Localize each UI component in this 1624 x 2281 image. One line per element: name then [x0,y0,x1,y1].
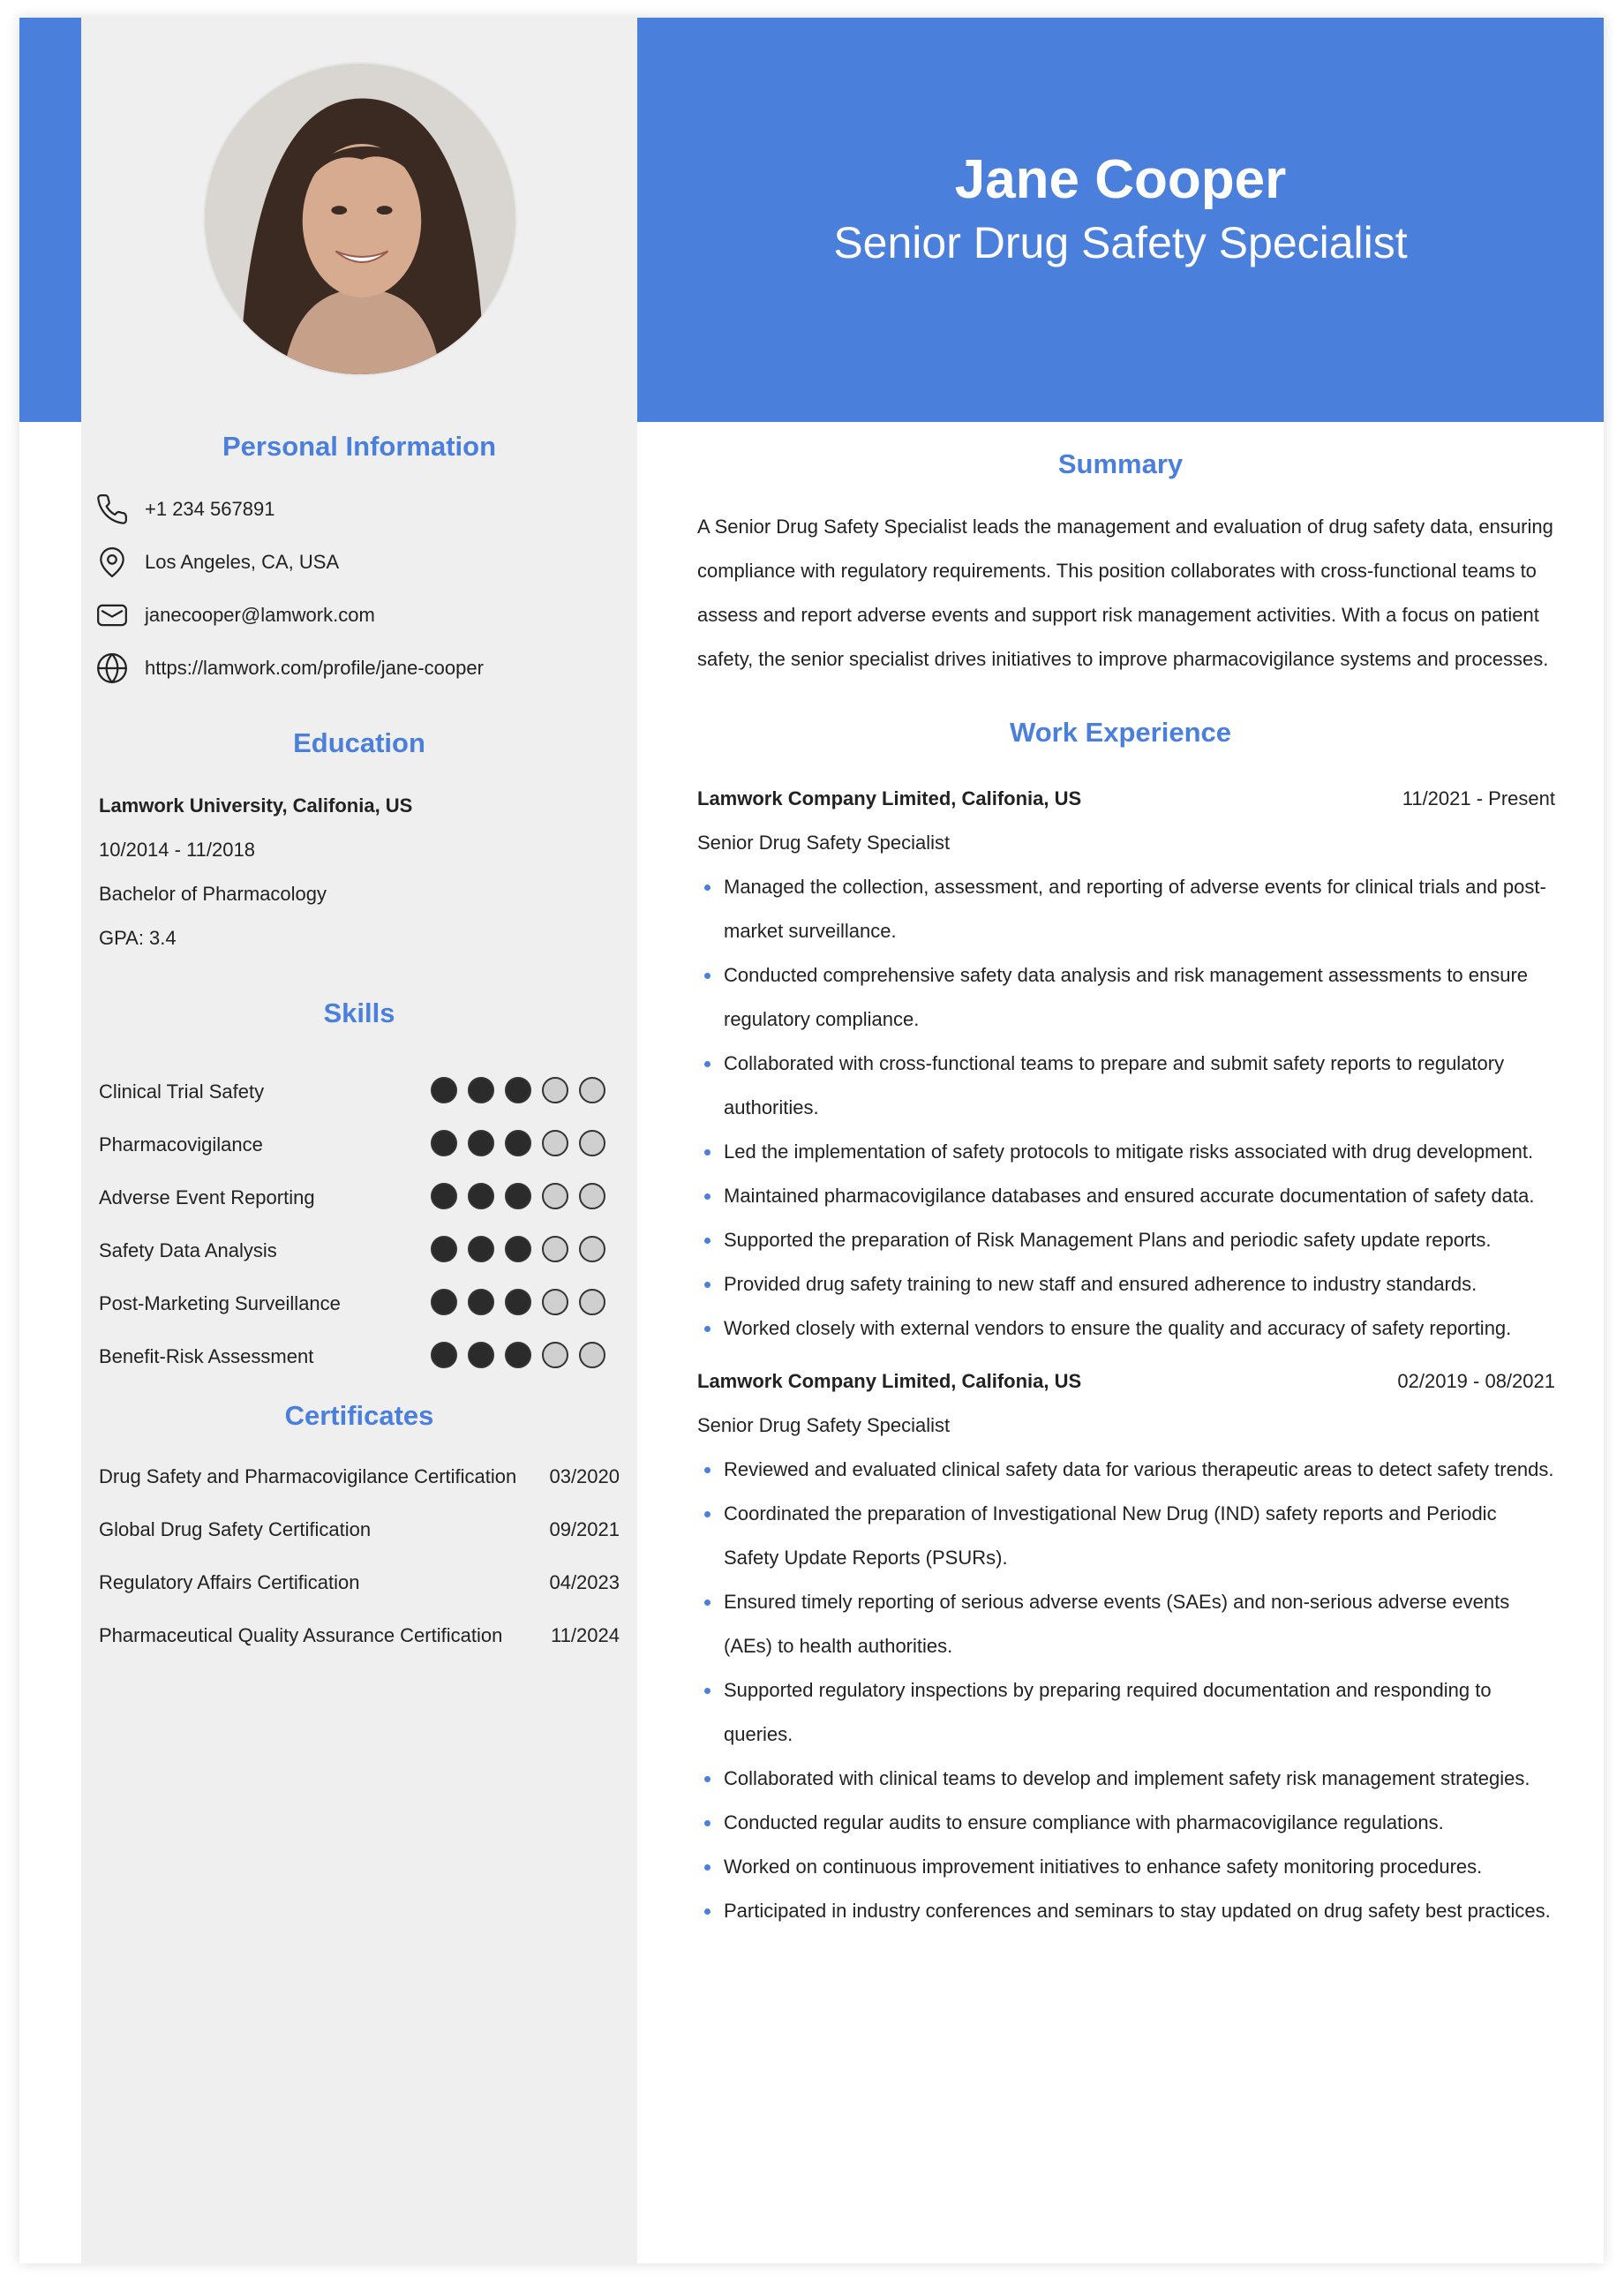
rating-dot-empty [579,1183,605,1209]
personal-info-heading: Personal Information [222,431,497,462]
rating-dot-filled [468,1342,494,1368]
skill-name: Clinical Trial Safety [99,1080,265,1103]
rating-dot-empty [542,1183,568,1209]
certificate-date: 04/2023 [549,1571,620,1593]
rating-dot-empty [542,1342,568,1368]
education-school: Lamwork University, Califonia, US [99,794,413,817]
certificate-name: Pharmaceutical Quality Assurance Certification [99,1624,503,1646]
contact-email[interactable]: janecooper@lamwork.com [145,604,375,626]
skill-rating [431,1342,605,1368]
job-bullet: Collaborated with clinical teams to develop and implement safety risk management strategies. [697,1757,1555,1801]
rating-dot-filled [505,1236,531,1262]
rating-dot-filled [431,1130,457,1156]
rating-dot-filled [505,1077,531,1103]
job-header [697,777,1555,821]
skill-rating [431,1183,605,1209]
candidate-name: Jane Cooper [954,149,1287,210]
job-bullet: Provided drug safety training to new staff and ensured adherence to industry standards. [697,1262,1555,1306]
job-bullet: Ensured timely reporting of serious adverse events (SAEs) and non-serious adverse events (AEs) to health authorities. [697,1580,1555,1668]
skill-name: Adverse Event Reporting [99,1186,315,1208]
job-dates: 11/2021 - Present [1402,787,1555,809]
job-bullet: Supported regulatory inspections by preparing required documentation and responding to queries. [697,1668,1555,1757]
certificate-date: 09/2021 [549,1518,620,1540]
skill-rating [431,1236,605,1262]
rating-dot-empty [579,1236,605,1262]
job-bullet: Worked closely with external vendors to ensure the quality and accuracy of safety reporting. [697,1306,1555,1351]
phone-icon [95,493,129,526]
resume-page [19,18,1604,2263]
job-bullet: Maintained pharmacovigilance databases and ensured accurate documentation of safety data. [697,1174,1555,1218]
globe-icon [95,651,129,685]
job-bullet: Conducted regular audits to ensure compliance with pharmacovigilance regulations. [697,1801,1555,1845]
rating-dot-empty [542,1130,568,1156]
job-bullet: Worked on continuous improvement initiatives to enhance safety monitoring procedures. [697,1845,1555,1889]
skill-name: Pharmacovigilance [99,1133,263,1156]
job-role: Senior Drug Safety Specialist [697,1414,951,1436]
rating-dot-empty [579,1342,605,1368]
rating-dot-filled [468,1183,494,1209]
job-bullet: Coordinated the preparation of Investigational New Drug (IND) safety reports and Periodic Safety Update Reports (PSURs). [697,1492,1555,1580]
work-experience-heading: Work Experience [1010,717,1231,748]
skill-rating [431,1077,605,1103]
rating-dot-filled [468,1289,494,1315]
job-header [697,1359,1555,1404]
job-bullet: Managed the collection, assessment, and reporting of adverse events for clinical trials and post-market surveillance. [697,865,1555,953]
skills-heading: Skills [323,997,395,1028]
education-gpa: GPA: 3.4 [99,927,177,949]
location-pin-icon [95,546,129,579]
rating-dot-filled [431,1342,457,1368]
job-bullet: Led the implementation of safety protocols to mitigate risks associated with drug development. [697,1130,1555,1174]
job-company: Lamwork Company Limited, Califonia, US [697,787,1082,809]
education-dates: 10/2014 - 11/2018 [99,839,255,861]
education-heading: Education [293,727,425,758]
certificate-name: Global Drug Safety Certification [99,1518,372,1540]
rating-dot-filled [468,1130,494,1156]
certificates-heading: Certificates [284,1400,434,1431]
job-bullet: Reviewed and evaluated clinical safety data for various therapeutic areas to detect safety trends. [697,1448,1555,1492]
skill-rating [431,1130,605,1156]
mail-icon [95,598,129,632]
job-company: Lamwork Company Limited, Califonia, US [697,1370,1082,1392]
summary-text: A Senior Drug Safety Specialist leads the management and evaluation of drug safety data, ensuring compliance with regulatory requirements. This position collaborates with cross-functional teams to assess and report adverse events and support risk management activities. With a focus on patient safety, the senior specialist drives initiatives to improve pharmacovigilance systems and processes. [697,516,1553,670]
job-bullet: Collaborated with cross-functional teams to prepare and submit safety reports to regulatory authorities. [697,1042,1555,1130]
contact-phone[interactable]: +1 234 567891 [145,498,275,520]
rating-dot-filled [505,1130,531,1156]
skill-name: Safety Data Analysis [99,1239,277,1261]
certificate-date: 11/2024 [551,1624,620,1646]
rating-dot-filled [431,1289,457,1315]
contact-location: Los Angeles, CA, USA [145,551,340,573]
rating-dot-filled [431,1183,457,1209]
skill-rating [431,1289,605,1315]
rating-dot-filled [505,1289,531,1315]
rating-dot-empty [542,1236,568,1262]
candidate-title: Senior Drug Safety Specialist [833,218,1408,268]
rating-dot-filled [431,1236,457,1262]
rating-dot-filled [505,1342,531,1368]
rating-dot-empty [579,1130,605,1156]
certificate-date: 03/2020 [549,1465,620,1487]
job-bullets [697,865,1555,1351]
rating-dot-empty [579,1289,605,1315]
job-bullet: Supported the preparation of Risk Management Plans and periodic safety update reports. [697,1218,1555,1262]
rating-dot-empty [542,1077,568,1103]
rating-dot-filled [468,1077,494,1103]
certificate-name: Drug Safety and Pharmacovigilance Certification [99,1465,517,1487]
job-bullets [697,1448,1555,1933]
skill-name: Post-Marketing Surveillance [99,1292,341,1314]
rating-dot-filled [505,1183,531,1209]
education-degree: Bachelor of Pharmacology [99,883,327,905]
job-bullet: Conducted comprehensive safety data analysis and risk management assessments to ensure regulatory compliance. [697,953,1555,1042]
job-bullet: Participated in industry conferences and seminars to stay updated on drug safety best practices. [697,1889,1555,1933]
job-dates: 02/2019 - 08/2021 [1397,1370,1555,1392]
summary-heading: Summary [1057,448,1184,479]
hero [637,150,1604,267]
rating-dot-filled [431,1077,457,1103]
certificate-name: Regulatory Affairs Certification [99,1571,360,1593]
skill-name: Benefit-Risk Assessment [99,1345,314,1367]
rating-dot-filled [468,1236,494,1262]
job-entry [697,1359,1555,1933]
job-role: Senior Drug Safety Specialist [697,832,951,854]
contact-website[interactable]: https://lamwork.com/profile/jane-cooper [145,657,484,679]
profile-photo [203,62,517,376]
rating-dot-empty [579,1077,605,1103]
job-entry [697,777,1555,1351]
rating-dot-empty [542,1289,568,1315]
